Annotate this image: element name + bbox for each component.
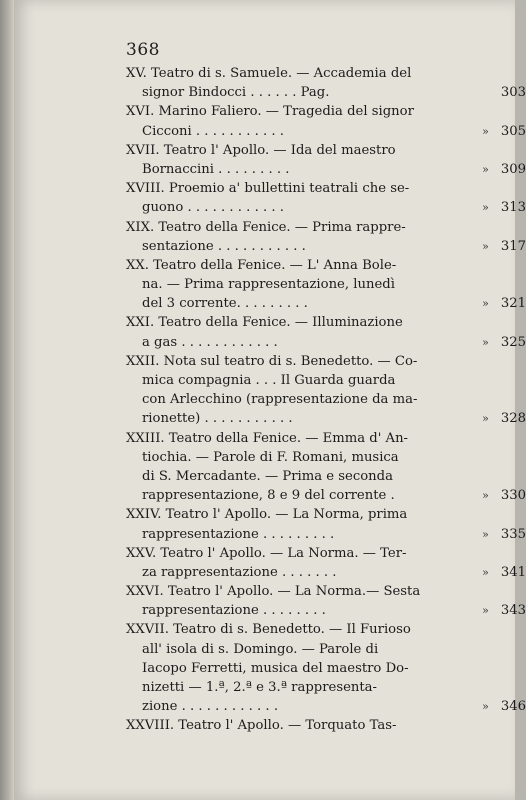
toc-page-number: 305	[500, 123, 526, 139]
toc-entry-text: con Arlecchino (rappresentazione da ma-	[142, 392, 418, 408]
toc-entry	[126, 102, 526, 140]
toc-entry-text: sentazione . . . . . . . . . . .	[142, 238, 306, 254]
toc-page-number: 303	[500, 85, 526, 101]
toc-page-ref	[464, 697, 526, 716]
toc-entry-line	[126, 697, 526, 716]
toc-entry-line	[126, 83, 526, 102]
toc-entry-line	[126, 198, 526, 217]
toc-entry-text: mica compagnia . . . Il Guarda guarda	[142, 373, 396, 388]
toc-entry-text: zione . . . . . . . . . . . .	[142, 699, 279, 715]
toc-entry	[126, 716, 526, 735]
toc-entry-text: XVI. Marino Faliero. — Tragedia del signor	[126, 104, 414, 120]
toc-entry-line	[126, 275, 526, 294]
table-of-contents	[126, 64, 526, 736]
toc-entry-text: rionette) . . . . . . . . . . .	[142, 411, 293, 427]
toc-entry-line	[126, 160, 526, 179]
ditto-mark: »	[482, 412, 489, 426]
toc-entry	[126, 352, 526, 429]
ditto-mark: »	[482, 604, 489, 618]
toc-entry-text: XVII. Teatro l' Apollo. — Ida del maestro	[126, 142, 396, 158]
toc-entry	[126, 313, 526, 351]
toc-entry-text: XXVI. Teatro l' Apollo. — La Norma.— Sesta	[126, 584, 421, 600]
toc-entry-line	[126, 640, 526, 659]
toc-entry	[126, 544, 526, 582]
toc-entry	[126, 505, 526, 543]
toc-entry-text: XXIV. Teatro l' Apollo. — La Norma, prima	[126, 507, 408, 523]
book-gutter	[0, 0, 14, 800]
toc-entry-line	[126, 525, 526, 544]
book-page	[14, 0, 526, 800]
toc-page-ref	[464, 333, 526, 352]
toc-entry-text: di S. Mercadante. — Prima e seconda	[142, 468, 393, 484]
toc-entry-text: XXVIII. Teatro l' Apollo. — Torquato Tas-	[126, 718, 397, 734]
toc-entry-text: a gas . . . . . . . . . . . .	[142, 334, 278, 350]
toc-entry-text: XXIII. Teatro della Fenice. — Emma d' An-	[126, 430, 409, 446]
toc-entry-text: Iacopo Ferretti, musica del maestro Do-	[142, 660, 409, 676]
ditto-mark: »	[482, 201, 489, 215]
toc-entry-line	[126, 218, 526, 237]
toc-entry	[126, 582, 526, 620]
toc-entry-text: na. — Prima rappresentazione, lunedì	[142, 277, 395, 293]
toc-page-ref	[464, 160, 526, 179]
toc-entry-line	[126, 601, 526, 620]
toc-entry-line	[126, 467, 526, 486]
toc-page-ref	[464, 486, 526, 505]
toc-entry-line	[126, 390, 526, 409]
toc-page-ref	[464, 237, 526, 256]
toc-entry-text: rappresentazione . . . . . . . .	[142, 603, 326, 619]
toc-entry-line	[126, 429, 526, 448]
toc-entry-line	[126, 141, 526, 160]
ditto-mark: »	[482, 489, 489, 503]
toc-entry	[126, 64, 526, 102]
toc-page-number: 328	[500, 411, 526, 427]
toc-entry-line	[126, 563, 526, 582]
toc-entry-line	[126, 505, 526, 524]
toc-entry-line	[126, 333, 526, 352]
toc-entry-text: rappresentazione, 8 e 9 del corrente .	[142, 488, 395, 504]
toc-entry	[126, 141, 526, 179]
toc-page-ref	[464, 83, 526, 102]
toc-entry-line	[126, 544, 526, 563]
toc-entry-line	[126, 102, 526, 121]
ditto-mark: »	[482, 565, 489, 579]
toc-page-number: 321	[500, 296, 526, 312]
toc-entry-text: XX. Teatro della Fenice. — L' Anna Bole-	[126, 257, 397, 273]
toc-page-number: 335	[500, 526, 526, 542]
ditto-mark: »	[482, 162, 489, 176]
toc-entry-text: Bornaccini . . . . . . . . .	[142, 161, 290, 177]
toc-page-ref	[464, 525, 526, 544]
ditto-mark: »	[482, 239, 489, 253]
toc-page-number: 317	[500, 238, 526, 254]
toc-entry	[126, 256, 526, 314]
toc-entry-line	[126, 179, 526, 198]
ditto-mark: »	[482, 297, 489, 311]
toc-page-ref	[464, 122, 526, 141]
toc-page-ref	[464, 601, 526, 620]
toc-entry-text: tiochia. — Parole di F. Romani, musica	[142, 449, 399, 465]
toc-entry-text: nizetti — 1.ª, 2.ª e 3.ª rappresenta-	[142, 680, 377, 695]
toc-entry-line	[126, 371, 526, 390]
toc-entry-line	[126, 448, 526, 467]
toc-entry-text: Cicconi . . . . . . . . . . .	[142, 123, 284, 139]
toc-entry-line	[126, 352, 526, 371]
toc-entry-line	[126, 409, 526, 428]
ditto-mark: »	[482, 527, 489, 541]
toc-entry-text: XXI. Teatro della Fenice. — Illuminazione	[126, 315, 403, 331]
toc-entry-line	[126, 313, 526, 332]
toc-page-number: 343	[500, 603, 526, 619]
toc-entry-text: XXII. Nota sul teatro di s. Benedetto. — Co-	[126, 353, 418, 369]
toc-entry	[126, 620, 526, 716]
toc-page-number: 313	[500, 200, 526, 216]
toc-page-number: 330	[500, 488, 526, 504]
toc-entry	[126, 429, 526, 506]
toc-entry-text: guono . . . . . . . . . . . .	[142, 200, 284, 216]
toc-page-ref	[464, 409, 526, 428]
ditto-mark: »	[482, 335, 489, 349]
toc-entry-line	[126, 294, 526, 313]
toc-entry-text: XXVII. Teatro di s. Benedetto. — Il Furioso	[126, 622, 411, 638]
toc-page-number: 309	[500, 161, 526, 177]
toc-entry-line	[126, 678, 526, 697]
toc-page-number: 341	[500, 564, 526, 580]
toc-entry-text: rappresentazione . . . . . . . . .	[142, 526, 335, 542]
toc-entry	[126, 218, 526, 256]
toc-page-ref	[464, 294, 526, 313]
toc-entry-line	[126, 122, 526, 141]
toc-entry-line	[126, 659, 526, 678]
toc-entry-text: del 3 corrente. . . . . . . . .	[142, 296, 308, 312]
ditto-mark: »	[482, 700, 489, 714]
toc-entry-text: XIX. Teatro della Fenice. — Prima rappre-	[126, 219, 406, 235]
toc-entry-line	[126, 64, 526, 83]
ditto-mark: »	[482, 124, 489, 138]
toc-entry-text: XXV. Teatro l' Apollo. — La Norma. — Ter-	[126, 545, 407, 561]
page-number: 368	[126, 40, 160, 60]
toc-page-number: 325	[500, 334, 526, 350]
toc-entry	[126, 179, 526, 217]
toc-page-number: 346	[500, 699, 526, 715]
toc-entry-line	[126, 256, 526, 275]
toc-entry-line	[126, 620, 526, 639]
toc-entry-line	[126, 486, 526, 505]
toc-entry-text: all' isola di s. Domingo. — Parole di	[142, 641, 379, 657]
toc-entry-text: signor Bindocci . . . . . . Pag.	[142, 85, 330, 101]
toc-entry-text: XV. Teatro di s. Samuele. — Accademia del	[126, 66, 412, 81]
toc-entry-line	[126, 716, 526, 735]
toc-entry-line	[126, 237, 526, 256]
toc-page-ref	[464, 198, 526, 217]
toc-page-ref	[464, 563, 526, 582]
toc-entry-text: XVIII. Proemio a' bullettini teatrali che se-	[126, 181, 410, 197]
toc-entry-text: za rappresentazione . . . . . . .	[142, 564, 337, 580]
toc-entry-line	[126, 582, 526, 601]
